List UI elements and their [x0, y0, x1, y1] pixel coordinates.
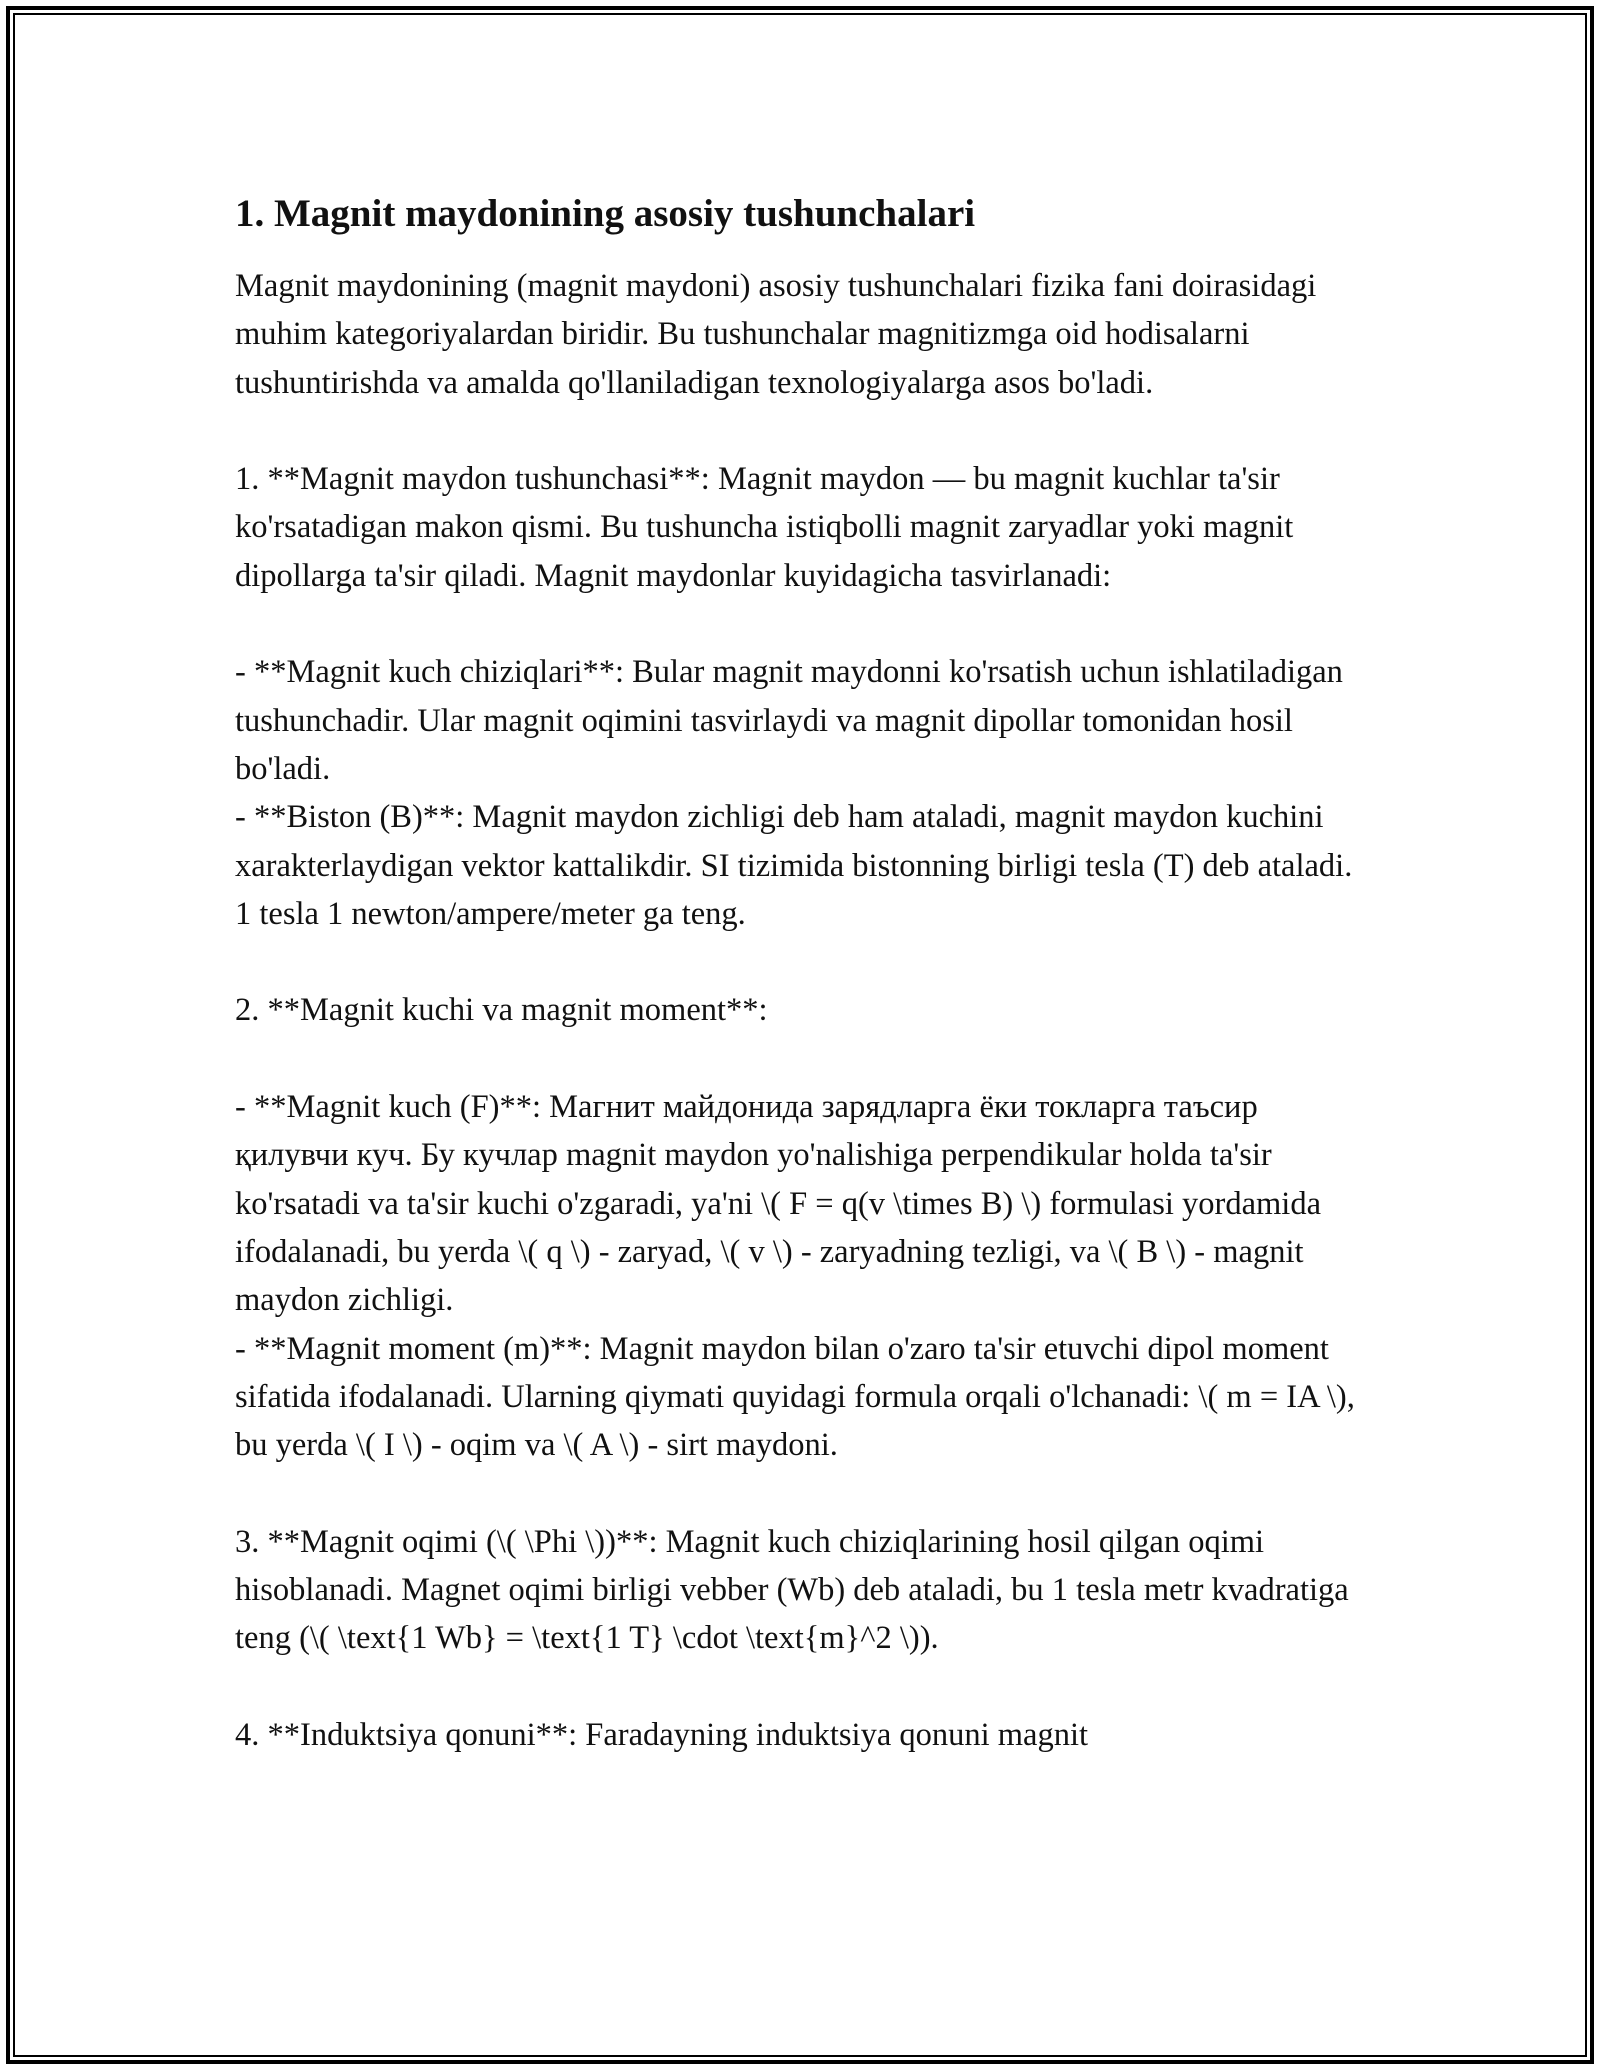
section-heading: 1. Magnit maydonining asosiy tushunchalari: [235, 192, 976, 235]
intro-paragraph: Magnit maydonining (magnit maydoni) asosiy tushunchalari fizika fani doirasidagi muhim kategoriyalardan biridir. Bu tushunchalar magnitizmga oid hodisalarni tushuntirishda va amalda qo'llaniladigan texnologiyalarga asos bo'ladi.: [235, 268, 1317, 401]
paragraph-gap: [235, 938, 1375, 986]
item-2-paragraph: 2. **Magnit kuchi va magnit moment**:: [235, 992, 768, 1029]
item-2-subitems: - **Magnit kuch (F)**: Магнит майдонида зарядларга ёки токларга таъсир қилувчи куч. Бу кучлар magnit maydon yo'nalishiga perpendikular holda ta'sir ko'rsatadi va ta'sir kuchi o'zgaradi, ya'ni \( F = q(v \times B) \) formulasi yordamida ifodalanadi, bu yerda \( q \) - zaryad, \( v \) - zaryadning tezligi, va \( B \) - magnit maydon zichligi. - **Magnit moment (m)**: Magnit maydon bilan o'zaro ta'sir etuvchi dipol moment sifatida ifodalanadi. Ularning qiymati quyidagi formula orqali o'lchanadi: \( m = IA \), bu yerda \( I \) - oqim va \( A \) - sirt maydoni.: [235, 1089, 1355, 1464]
paragraph-gap: [235, 1035, 1375, 1083]
paragraph-gap: [235, 407, 1375, 455]
item-1-subitems: - **Magnit kuch chiziqlari**: Bular magnit maydonni ko'rsatish uchun ishlatiladigan tushunchadir. Ular magnit oqimini tasvirlaydi va magnit dipollar tomonidan hosil bo'ladi. - **Biston (B)**: Magnit maydon zichligi deb ham ataladi, magnit maydon kuchini xarakterlaydigan vektor kattalikdir. SI tizimida bistonning birligi tesla (T) deb ataladi. 1 tesla 1 newton/ampere/meter ga teng.: [235, 654, 1353, 932]
item-3-paragraph: 3. **Magnit oqimi (\( \Phi \))**: Magnit kuch chiziqlarining hosil qilgan oqimi hisoblanadi. Magnet oqimi birligi vebber (Wb) deb ataladi, bu 1 tesla metr kvadratiga teng (\( \text{1 Wb} = \text{1 T} \cdot \text{m}^2 \)).: [235, 1523, 1349, 1657]
paragraph-gap: [235, 1469, 1375, 1517]
item-1-paragraph: 1. **Magnit maydon tushunchasi**: Magnit maydon — bu magnit kuchlar ta'sir ko'rsatadigan makon qismi. Bu tushuncha istiqbolli magnit zaryadlar yoki magnit dipollarga ta'sir qiladi. Magnit maydonlar kuyidagicha tasvirlanadi:: [235, 461, 1294, 594]
document-body: [235, 188, 1375, 1759]
item-4-paragraph: 4. **Induktsiya qonuni**: Faradayning induktsiya qonuni magnit: [235, 1716, 1089, 1753]
paragraph-gap: [235, 600, 1375, 648]
paragraph-gap: [235, 1663, 1375, 1711]
